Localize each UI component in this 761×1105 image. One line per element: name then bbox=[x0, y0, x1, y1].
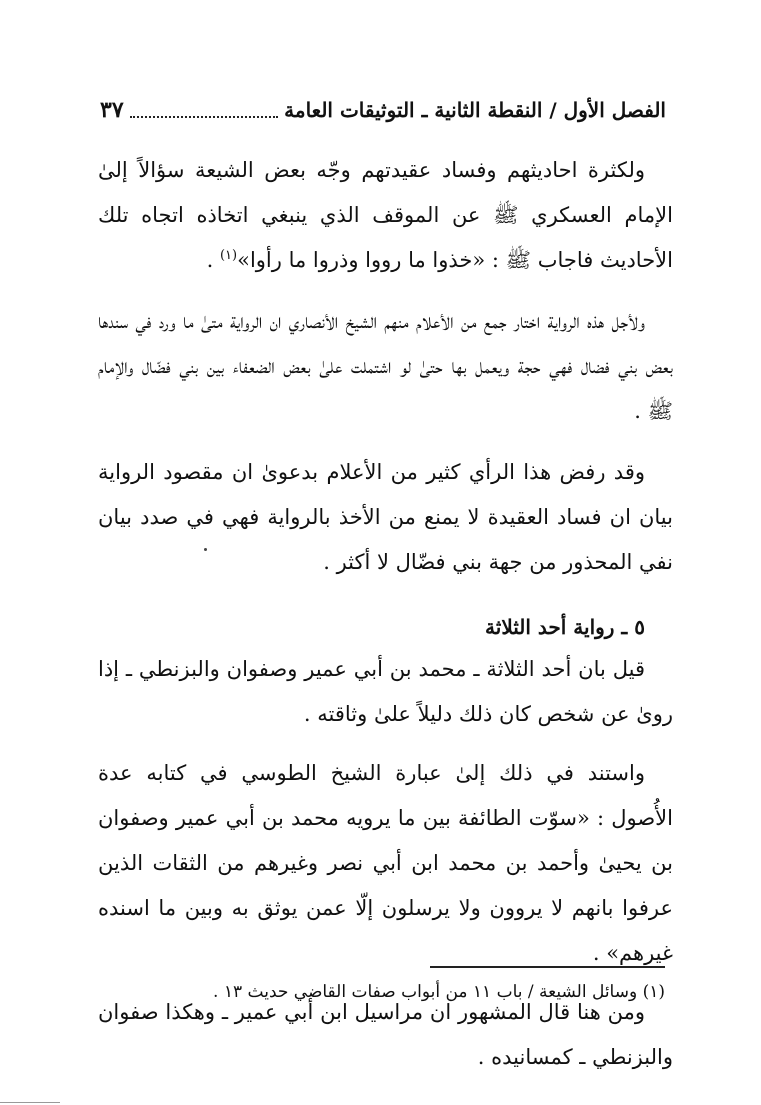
section-paragraph-1: قيل بان أحد الثلاثة ـ محمد بن أبي عمير وصفوان والبزنطي ـ إذا روىٰ عن شخص كان ذلك دليلاً علىٰ وثاقته . bbox=[98, 657, 673, 726]
page-body bbox=[98, 148, 673, 1094]
paragraph-1-text: ولكثرة احاديثهم وفساد عقيدتهم وجّه بعض الشيعة سؤالاً إلىٰ الإمام العسكري ﷺ عن الموقف الذي ينبغي اتخاذه اتجاه تلك الأحاديث فاجاب ﷺ : «خذوا ما رووا وذروا ما رأوا» bbox=[98, 158, 673, 272]
paragraph-1-end: . bbox=[206, 248, 220, 272]
section-paragraph-2: واستند في ذلك إلىٰ عبارة الشيخ الطوسي في كتابه عدة الأُصول : «سوّت الطائفة بين ما يرويه محمد بن أبي عمير وصفوان بن يحيىٰ وأحمد بن محمد ابن أبي نصر وغيرهم من الثقات الذين عرفوا بانهم لا يروون ولا يرسلون إلّا عمن يوثق به وبين ما اسنده غيرهم» . bbox=[98, 761, 673, 965]
footnote-marker: (١) bbox=[219, 248, 238, 263]
stray-dot bbox=[204, 548, 207, 551]
leader-dots bbox=[130, 102, 279, 118]
paragraph-2: ولأجل هذه الرواية اختار جمع من الأعلام منهم الشيخ الأنصاري ان الرواية متىٰ ما ورد في سندها بعض بني فضال فهي حجة ويعمل بها حتىٰ لو اشتملت علىٰ بعض الضعفاء بين بني فضّال والإمام ﷺ . bbox=[98, 309, 673, 423]
section-paragraph-3: ومن هنا قال المشهور ان مراسيل ابن أبي عمير ـ وهكذا صفوان والبزنطي ـ كمسانيده . bbox=[98, 1000, 673, 1069]
paragraph-1 bbox=[98, 148, 673, 283]
paragraph-3: وقد رفض هذا الرأي كثير من الأعلام بدعوىٰ ان مقصود الرواية بيان ان فساد العقيدة لا يمنع من الأخذ بالرواية فهي في صدد بيان نفي المحذور من جهة بني فضّال لا أكثر . bbox=[98, 460, 673, 574]
footnote-separator bbox=[430, 966, 665, 968]
footnote: (١) وسائل الشيعة / باب ١١ من أبواب صفات القاضي حديث ١٣ . bbox=[213, 982, 665, 1002]
page-number: ٣٧ bbox=[100, 97, 124, 123]
chapter-title: الفصل الأول / النقطة الثانية ـ التوثيقات العامة bbox=[284, 98, 666, 122]
section-heading: ٥ ـ رواية أحد الثلاثة bbox=[485, 615, 645, 639]
scan-edge-line bbox=[0, 1102, 60, 1103]
running-header bbox=[100, 90, 666, 130]
